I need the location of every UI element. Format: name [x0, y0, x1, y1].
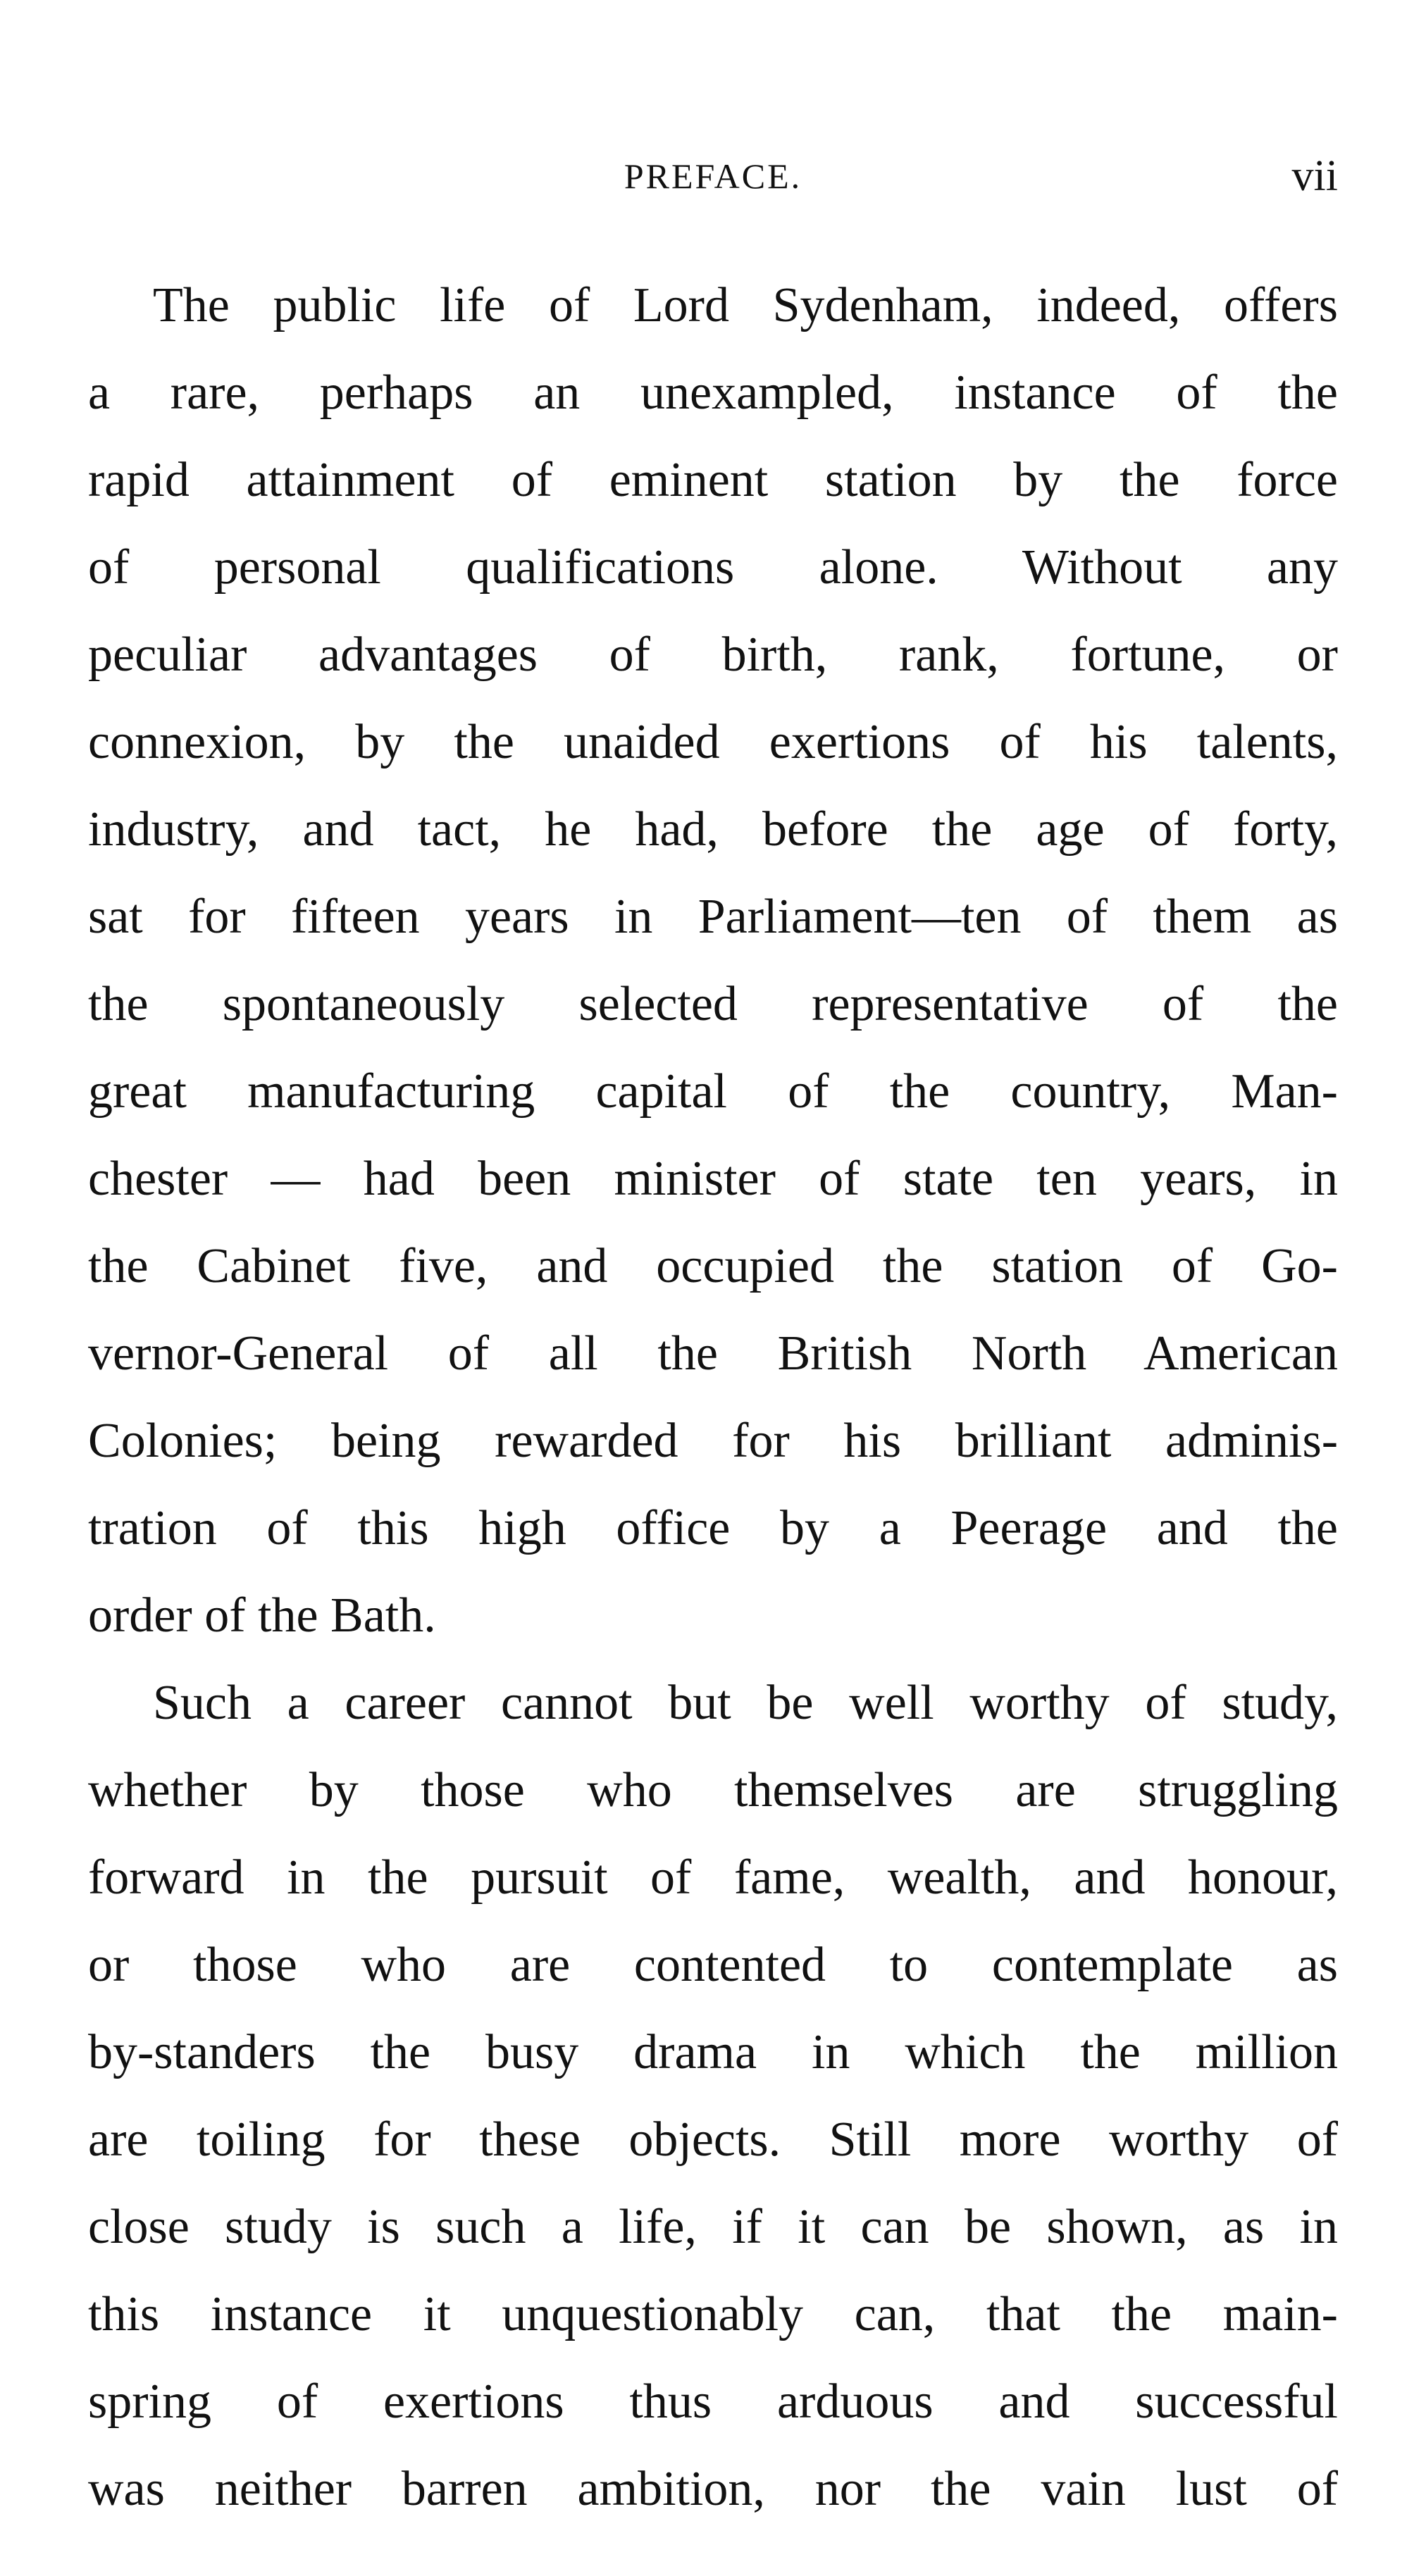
text-line: or those who are contented to contemplate as [88, 1938, 1338, 1992]
text-line: Colonies; being rewarded for his brilliant adminis- [88, 1414, 1338, 1468]
text-line: of personal qualifications alone. Without any [88, 540, 1338, 595]
text-line: Such a career cannot but be well worthy of study, [153, 1676, 1338, 1730]
text-line: great manufacturing capital of the country, Man- [88, 1064, 1338, 1119]
text-line: peculiar advantages of birth, rank, fortune, or [88, 628, 1338, 682]
text-line: spring of exertions thus arduous and successful [88, 2375, 1338, 2429]
paragraph-2 [88, 1660, 1338, 2533]
text-line: order of the Bath. [88, 1588, 436, 1643]
text-line: rapid attainment of eminent station by the force [88, 453, 1338, 507]
text-line: this instance it unquestionably can, that the main- [88, 2287, 1338, 2341]
text-line: tration of this high office by a Peerage and the [88, 1501, 1338, 1555]
text-line: vernor-General of all the British North American [88, 1326, 1338, 1381]
text-line: connexion, by the unaided exertions of his talents, [88, 715, 1338, 769]
paragraph-1 [88, 262, 1338, 1660]
running-head [88, 148, 1338, 204]
text-line: was neither barren ambition, nor the vain lust of [88, 2462, 1338, 2516]
text-line: whether by those who themselves are struggling [88, 1763, 1338, 1817]
text-line: by-standers the busy drama in which the million [88, 2025, 1338, 2079]
body-text [88, 262, 1338, 2533]
text-line: industry, and tact, he had, before the age of forty, [88, 802, 1338, 857]
text-line: chester — had been minister of state ten years, in [88, 1152, 1338, 1206]
text-line: sat for fifteen years in Parliament—ten of them as [88, 890, 1338, 944]
text-line: a rare, perhaps an unexampled, instance of the [88, 366, 1338, 420]
text-line: close study is such a life, if it can be shown, as in [88, 2200, 1338, 2254]
page-number: vii [1291, 152, 1338, 200]
running-title: PREFACE. [624, 156, 802, 196]
text-line: forward in the pursuit of fame, wealth, and honour, [88, 1850, 1338, 1905]
text-line: the Cabinet five, and occupied the station of Go- [88, 1239, 1338, 1293]
text-line: are toiling for these objects. Still more worthy of [88, 2113, 1338, 2167]
text-line: The public life of Lord Sydenham, indeed, offers [153, 278, 1338, 332]
text-line: the spontaneously selected representative of the [88, 977, 1338, 1031]
